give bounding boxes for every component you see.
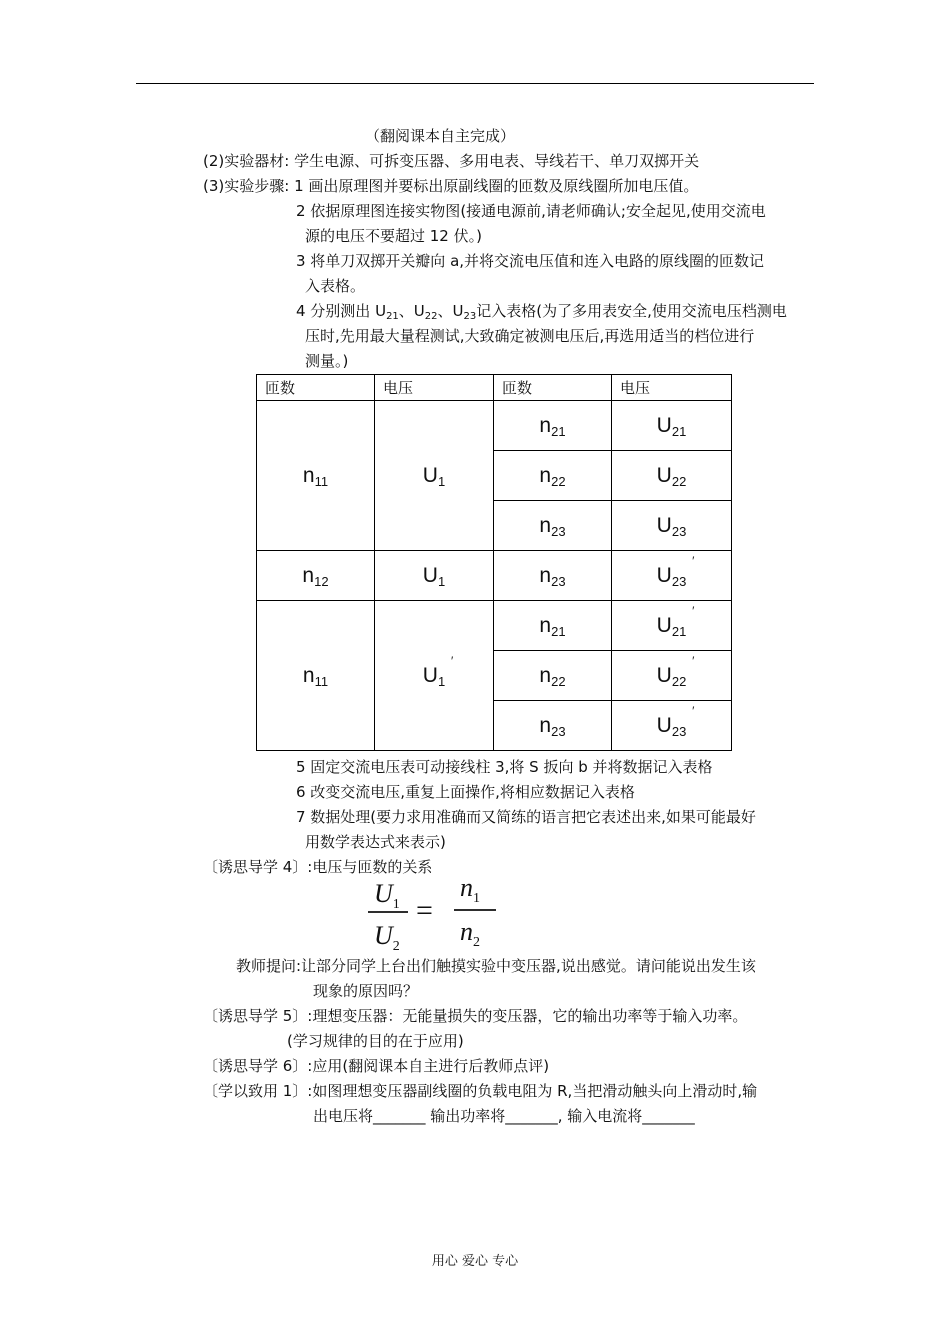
step4-suffix: 记入表格(为了多用表安全,使用交流电压档测电 [476, 302, 787, 320]
g2-secondary-voltage: $U_{23}$ ′ [612, 551, 732, 601]
step4-sub-22: 22 [424, 311, 438, 322]
g3-secondary-turns: $n_{23}$ [494, 701, 612, 751]
step4-mid2: 、U [437, 302, 464, 320]
step3-line2: 入表格。 [305, 277, 366, 295]
step4-line1 [296, 301, 787, 321]
table-row [257, 401, 732, 451]
header-turns-2: 匝数 [494, 375, 612, 401]
table-row [257, 601, 732, 651]
g1-primary-turns: $n_{11}$ [257, 401, 375, 551]
step2-line2: 源的电压不要超过 12 伏。) [305, 227, 482, 245]
steps-label: (3)实验步骤: [203, 177, 290, 195]
page-footer: 用心 爱心 专心 [431, 1254, 519, 1269]
g3-secondary-turns: $n_{22}$ [494, 651, 612, 701]
header-rule [136, 83, 814, 84]
header-note: （翻阅课本自主完成） [365, 127, 516, 145]
guide5-line: 〔诱思导学 5〕:理想变压器：无能量损失的变压器，它的输出功率等于输入功率。 [203, 1007, 748, 1025]
table-header-row [257, 375, 732, 401]
step4-sub-21: 21 [386, 311, 399, 322]
step6-line: 6 改变交流电压,重复上面操作,将相应数据记入表格 [296, 783, 635, 801]
step2-line1: 2 依据原理图连接实物图(接通电源前,请老师确认;安全起见,使用交流电 [296, 202, 766, 220]
g3-secondary-voltage: $U_{23}$ ′ [612, 701, 732, 751]
g2-primary-voltage: $U_1$ [375, 551, 494, 601]
g1-secondary-voltage: $U_{21}$ [612, 401, 732, 451]
guide5-note: (学习规律的目的在于应用) [287, 1032, 464, 1050]
step7-line1: 7 数据处理(要力求用准确而又简练的语言把它表述出来,如果可能最好 [296, 808, 756, 826]
step4-sub-23: 23 [463, 311, 477, 322]
step4-line3: 测量。) [305, 352, 349, 370]
g1-secondary-voltage: $U_{23}$ [612, 501, 732, 551]
header-turns-1: 匝数 [257, 375, 375, 401]
step4-prefix: 4 分别测出 U [296, 302, 387, 320]
g2-secondary-turns: $n_{23}$ [494, 551, 612, 601]
formula-equals: = [416, 894, 433, 927]
step4-line2: 压时,先用最大量程测试,大致确定被测电压后,再选用适当的档位进行 [305, 327, 755, 345]
table-row [257, 551, 732, 601]
step7-line2: 用数学表达式来表示) [305, 833, 446, 851]
g3-primary-turns: $n_{11}$ [257, 601, 375, 751]
header-voltage-1: 电压 [375, 375, 494, 401]
g1-secondary-turns: $n_{23}$ [494, 501, 612, 551]
g2-primary-turns: $n_{12}$ [257, 551, 375, 601]
g3-primary-voltage: $U_1$ ′ [375, 601, 494, 751]
formula-u1-numerator: $U_1$ [374, 879, 400, 912]
step5-line: 5 固定交流电压表可动接线柱 3,将 S 扳向 b 并将数据记入表格 [296, 758, 713, 776]
step4-mid1: 、U [398, 302, 425, 320]
teacher-question-line1: 教师提问:让部分同学上台出们触摸实验中变压器,说出感觉。请问能说出发生该 [236, 957, 756, 975]
apply1-line1: 〔学以致用 1〕:如图理想变压器副线圈的负载电阻为 R,当把滑动触头向上滑动时,输 [203, 1082, 758, 1100]
formula-n2-denominator: $n_2$ [460, 917, 480, 950]
formula-n1-numerator: $n_1$ [460, 873, 480, 906]
g3-secondary-turns: $n_{21}$ [494, 601, 612, 651]
g1-secondary-turns: $n_{21}$ [494, 401, 612, 451]
voltage-turns-formula [362, 872, 502, 952]
g3-secondary-voltage: $U_{22}$ ′ [612, 651, 732, 701]
teacher-question-line2: 现象的原因吗？ [313, 982, 419, 1000]
g3-secondary-voltage: $U_{21}$ ′ [612, 601, 732, 651]
step1-text: 1 画出原理图并要标出原副线圈的匝数及原线圈所加电压值。 [294, 177, 699, 195]
guide6-line: 〔诱思导学 6〕:应用(翻阅课本自主进行后教师点评) [203, 1057, 550, 1075]
apply1-line2: 出电压将_______ 输出功率将_______, 输入电流将_______ [313, 1107, 695, 1125]
measurement-table [256, 374, 732, 751]
steps-line [203, 176, 698, 196]
g1-secondary-turns: $n_{22}$ [494, 451, 612, 501]
step3-line1: 3 将单刀双掷开关瓣向 a,并将交流电压值和连入电路的原线圈的匝数记 [296, 252, 765, 270]
g1-primary-voltage: $U_1$ [375, 401, 494, 551]
equipment-line: (2)实验器材: 学生电源、可拆变压器、多用电表、导线若干、单刀双掷开关 [203, 152, 700, 170]
formula-u2-denominator: $U_2$ [374, 921, 400, 952]
g1-secondary-voltage: $U_{22}$ [612, 451, 732, 501]
header-voltage-2: 电压 [612, 375, 732, 401]
guide4-line: 〔诱思导学 4〕:电压与匝数的关系 [203, 858, 433, 876]
